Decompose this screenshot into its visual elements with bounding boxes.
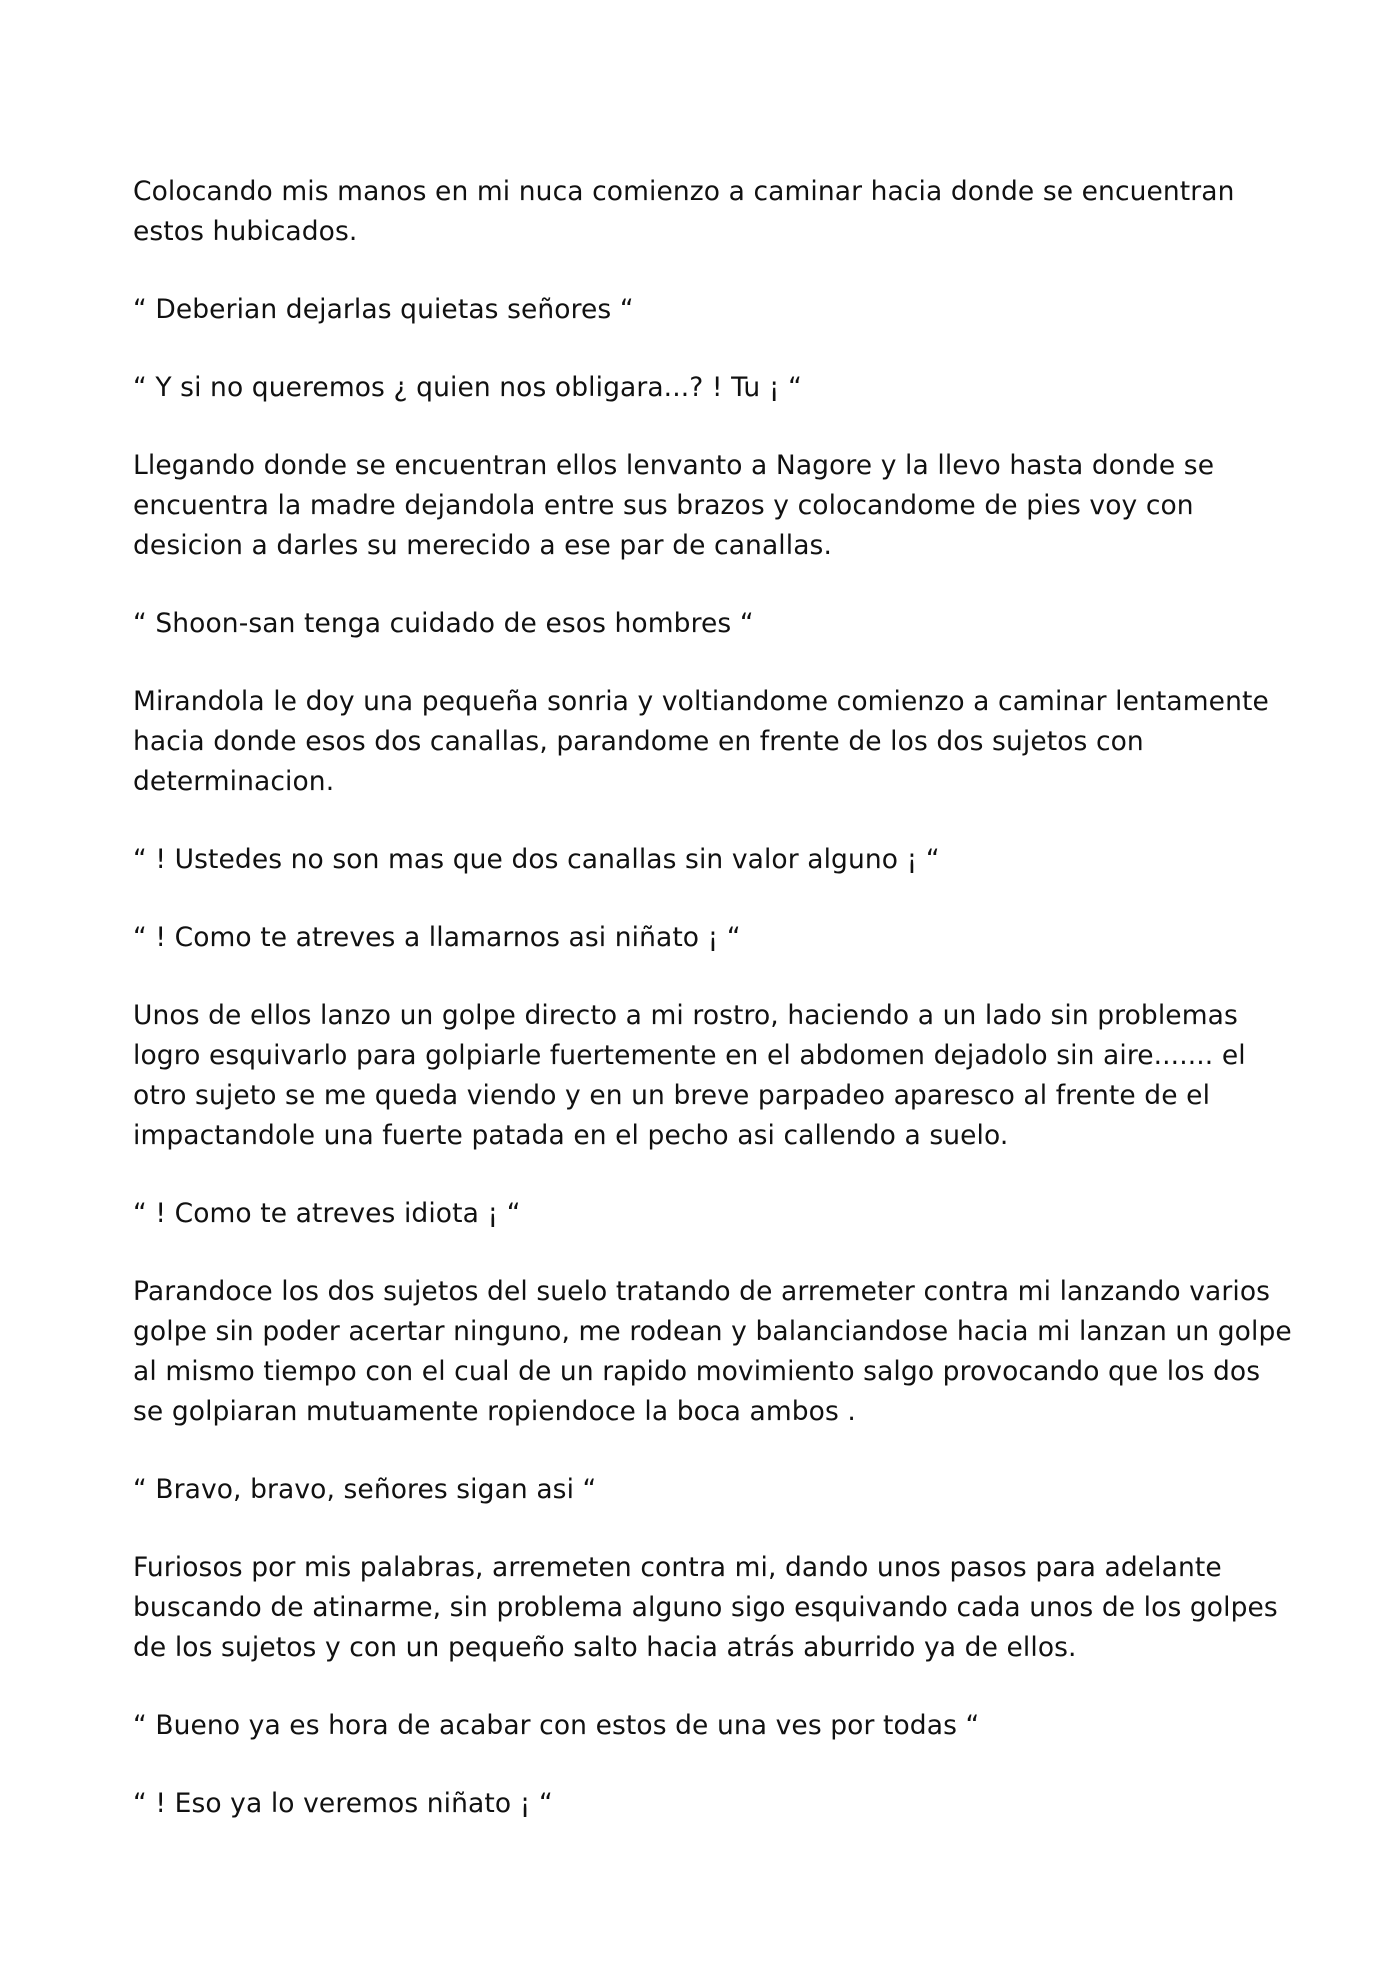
dialogue-line: “ ! Ustedes no son mas que dos canallas sin valor alguno ¡ “ xyxy=(133,844,940,875)
dialogue-line: “ ! Eso ya lo veremos niñato ¡ “ xyxy=(133,1788,553,1819)
dialogue-line: “ ! Como te atreves a llamarnos asi niñato ¡ “ xyxy=(133,922,741,953)
dialogue-line: “ ! Como te atreves idiota ¡ “ xyxy=(133,1198,521,1229)
dialogue-line: “ Y si no queremos ¿ quien nos obligara...? ! Tu ¡ “ xyxy=(133,372,802,403)
narration-paragraph: Furiosos por mis palabras, arremeten contra mi, dando unos pasos para adelante buscando de atinarme, sin problema alguno sigo esquivando cada unos de los golpes de los sujetos y con un pequeño salto hacia atrás aburrido ya de ellos. xyxy=(133,1552,1278,1663)
narration-paragraph: Mirandola le doy una pequeña sonria y voltiandome comienzo a caminar lentamente hacia donde esos dos canallas, parandome en frente de los dos sujetos con determinacion. xyxy=(133,686,1269,797)
dialogue-line: “ Bravo, bravo, señores sigan asi “ xyxy=(133,1474,597,1505)
narration-paragraph: Colocando mis manos en mi nuca comienzo a caminar hacia donde se encuentran estos hubicados. xyxy=(133,176,1235,247)
dialogue-line: “ Shoon-san tenga cuidado de esos hombres “ xyxy=(133,608,754,639)
dialogue-line: “ Deberian dejarlas quietas señores “ xyxy=(133,294,634,325)
dialogue-line: “ Bueno ya es hora de acabar con estos de una ves por todas “ xyxy=(133,1710,980,1741)
document-body xyxy=(133,172,1293,1862)
narration-paragraph: Llegando donde se encuentran ellos lenvanto a Nagore y la llevo hasta donde se encuentra la madre dejandola entre sus brazos y colocandome de pies voy con desicion a darles su merecido a ese par de canallas. xyxy=(133,450,1215,561)
narration-paragraph: Unos de ellos lanzo un golpe directo a mi rostro, haciendo a un lado sin problemas logro esquivarlo para golpiarle fuertemente en el abdomen dejadolo sin aire....... el otro sujeto se me queda viendo y en un breve parpadeo aparesco al frente de el impactandole una fuerte patada en el pecho asi callendo a suelo. xyxy=(133,1000,1246,1151)
narration-paragraph: Parandoce los dos sujetos del suelo tratando de arremeter contra mi lanzando varios golpe sin poder acertar ninguno, me rodean y balanciandose hacia mi lanzan un golpe al mismo tiempo con el cual de un rapido movimiento salgo provocando que los dos se golpiaran mutuamente ropiendoce la boca ambos . xyxy=(133,1276,1292,1427)
